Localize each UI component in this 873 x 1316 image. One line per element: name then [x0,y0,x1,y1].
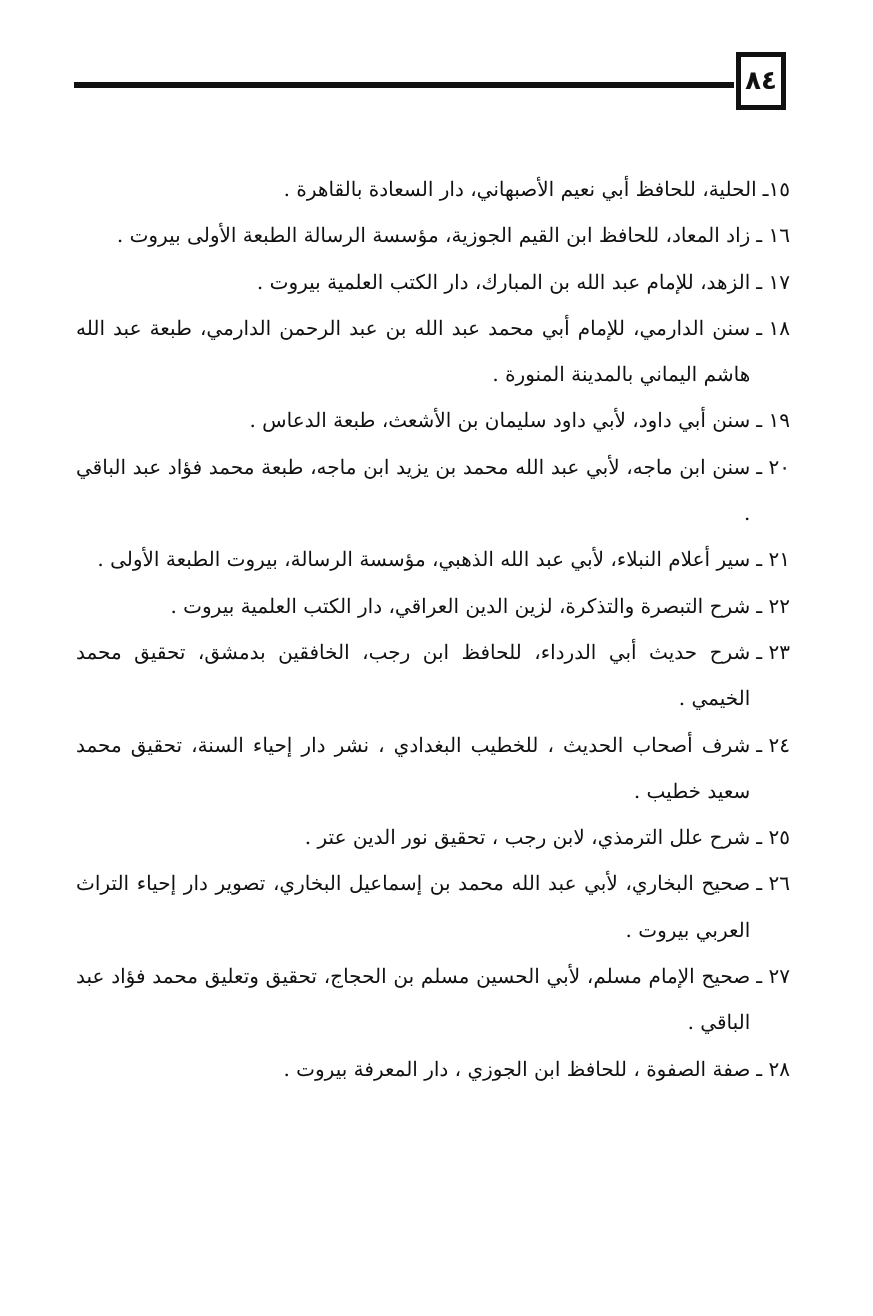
entry-number: ١٦ ـ [756,223,790,248]
entry-text: صحيح البخاري، لأبي عبد الله محمد بن إسماعيل البخاري، تصوير دار إحياء التراث العربي بيروت . [76,871,751,942]
entry-text: شرح حديث أبي الدرداء، للحافظ ابن رجب، الخافقين بدمشق، تحقيق محمد الخيمي . [76,639,751,711]
entry-text: صحيح الإمام مسلم، لأبي الحسين مسلم بن الحجاج، تحقيق وتعليق محمد فؤاد عبد الباقي . [76,964,751,1035]
bibliography-entry [76,860,790,953]
bibliography-entry [76,305,790,398]
entry-number: ٢٠ ـ [756,454,790,479]
entry-number: ٢٥ ـ [756,825,790,850]
entry-number: ١٨ ـ [756,315,790,340]
bibliography-entry [76,166,790,212]
entry-number: ٢٨ ـ [756,1056,790,1081]
entry-number: ١٧ ـ [756,269,790,294]
entry-number: ٢٣ ـ [756,639,790,664]
bibliography-entry [76,1046,790,1092]
entry-text: سنن ابن ماجه، لأبي عبد الله محمد بن يزيد ابن ماجه، طبعة محمد فؤاد عبد الباقي . [76,454,751,526]
entry-number: ٢٤ ـ [756,732,790,757]
bibliography-list [76,166,790,1092]
entry-text: شرح علل الترمذي، لابن رجب ، تحقيق نور الدين عتر . [304,825,751,850]
entry-number: ٢٦ ـ [756,871,790,896]
header-rule [74,82,734,88]
entry-text: زاد المعاد، للحافظ ابن القيم الجوزية، مؤسسة الرسالة الطبعة الأولى بيروت . [116,223,751,248]
bibliography-entry [76,397,790,443]
page-number: ٨٤ [736,52,786,110]
entry-text: سنن الدارمي، للإمام أبي محمد عبد الله بن عبد الرحمن الدارمي، طبعة عبد الله هاشم اليماني بالمدينة المنورة . [76,315,751,387]
entry-text: سير أعلام النبلاء، لأبي عبد الله الذهبي، مؤسسة الرسالة، بيروت الطبعة الأولى . [97,547,751,572]
bibliography-entry [76,259,790,305]
bibliography-entry [76,629,790,722]
entry-text: الزهد، للإمام عبد الله بن المبارك، دار الكتب العلمية بيروت . [256,269,751,294]
bibliography-entry [76,212,790,258]
bibliography-entry [76,583,790,629]
bibliography-entry [76,953,790,1046]
entry-text: صفة الصفوة ، للحافظ ابن الجوزي ، دار المعرفة بيروت . [283,1056,751,1081]
entry-number: ١٥ـ [762,177,790,201]
bibliography-entry [76,814,790,860]
entry-number: ٢٢ ـ [756,593,790,618]
entry-number: ١٩ ـ [756,408,790,433]
entry-number: ٢١ ـ [756,547,790,572]
entry-text: شرح التبصرة والتذكرة، لزين الدين العراقي، دار الكتب العلمية بيروت . [170,593,751,618]
entry-text: شرف أصحاب الحديث ، للخطيب البغدادي ، نشر دار إحياء السنة، تحقيق محمد سعيد خطيب . [76,732,751,803]
bibliography-entry [76,722,790,815]
entry-number: ٢٧ ـ [756,964,790,989]
entry-text: سنن أبي داود، لأبي داود سليمان بن الأشعث، طبعة الدعاس . [249,408,751,433]
entry-text: الحلية، للحافظ أبي نعيم الأصبهاني، دار السعادة بالقاهرة . [283,177,757,201]
bibliography-entry [76,444,790,537]
bibliography-entry [76,536,790,582]
